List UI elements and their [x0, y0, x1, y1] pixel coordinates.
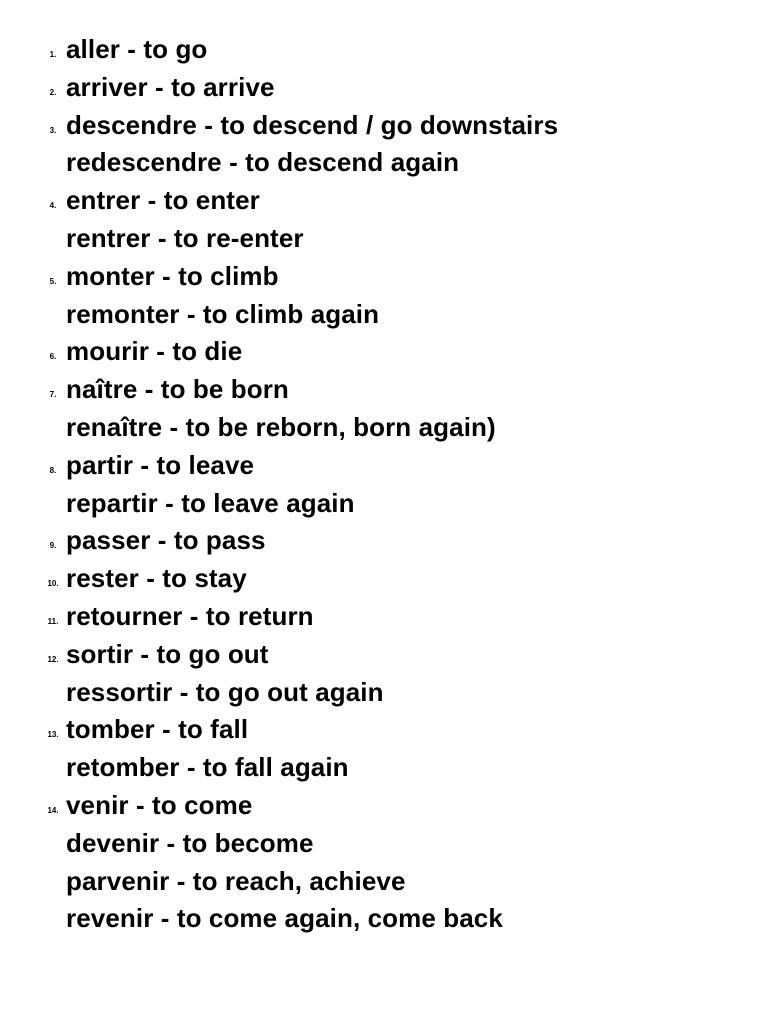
item-number: 5. — [49, 276, 57, 286]
item-number: 12. — [47, 654, 59, 664]
verb-entry: ressortir - to go out again — [66, 676, 384, 707]
verb-entry: passer - to pass — [66, 525, 266, 556]
list-item — [0, 182, 768, 220]
list-item — [0, 107, 768, 145]
verb-entry: naître - to be born — [66, 374, 289, 405]
item-number: 9. — [49, 541, 57, 551]
verb-entry: devenir - to become — [66, 827, 314, 858]
item-number: 14. — [47, 805, 59, 815]
verb-entry: retourner - to return — [66, 600, 314, 631]
list-item — [0, 900, 768, 938]
item-number: 7. — [49, 390, 57, 400]
item-number: 10. — [47, 579, 59, 589]
verb-list — [0, 31, 768, 938]
list-item — [0, 598, 768, 636]
list-item — [0, 31, 768, 69]
list-item — [0, 749, 768, 787]
verb-entry: mourir - to die — [66, 336, 243, 367]
list-item — [0, 333, 768, 371]
list-item — [0, 787, 768, 825]
item-number: 1. — [49, 50, 57, 59]
list-item — [0, 447, 768, 485]
item-number: 11. — [47, 616, 59, 626]
verb-entry: descendre - to descend / go downstairs — [66, 109, 559, 140]
verb-entry: rentrer - to re-enter — [66, 222, 304, 253]
list-item — [0, 636, 768, 674]
verb-entry: rester - to stay — [66, 563, 247, 594]
verb-entry: aller - to go — [66, 34, 208, 64]
list-item — [0, 674, 768, 712]
verb-entry: renaître - to be reborn, born again) — [66, 411, 496, 442]
item-number: 3. — [49, 125, 57, 135]
list-item — [0, 409, 768, 447]
verb-entry: entrer - to enter — [66, 185, 260, 216]
list-item — [0, 522, 768, 560]
list-item — [0, 863, 768, 901]
list-item — [0, 825, 768, 863]
list-item — [0, 220, 768, 258]
verb-entry: remonter - to climb again — [66, 298, 380, 329]
list-item — [0, 485, 768, 523]
item-number: 2. — [49, 87, 57, 97]
verb-entry: parvenir - to reach, achieve — [66, 865, 406, 896]
list-item — [0, 69, 768, 107]
verb-entry: sortir - to go out — [66, 638, 269, 669]
verb-entry: monter - to climb — [66, 260, 279, 291]
list-item — [0, 296, 768, 334]
list-item — [0, 144, 768, 182]
verb-entry: redescendre - to descend again — [66, 147, 460, 178]
verb-entry: retomber - to fall again — [66, 752, 349, 783]
item-number: 8. — [49, 465, 57, 475]
list-item — [0, 258, 768, 296]
verb-entry: venir - to come — [66, 789, 253, 820]
item-number: 4. — [49, 201, 57, 211]
list-item — [0, 371, 768, 409]
list-item — [0, 711, 768, 749]
verb-entry: partir - to leave — [66, 449, 255, 480]
item-number: 13. — [47, 730, 59, 740]
item-number: 6. — [49, 352, 57, 362]
verb-entry: tomber - to fall — [66, 714, 249, 745]
verb-entry: revenir - to come again, come back — [66, 903, 503, 934]
verb-entry: arriver - to arrive — [66, 71, 275, 102]
verb-entry: repartir - to leave again — [66, 487, 355, 518]
list-item — [0, 560, 768, 598]
